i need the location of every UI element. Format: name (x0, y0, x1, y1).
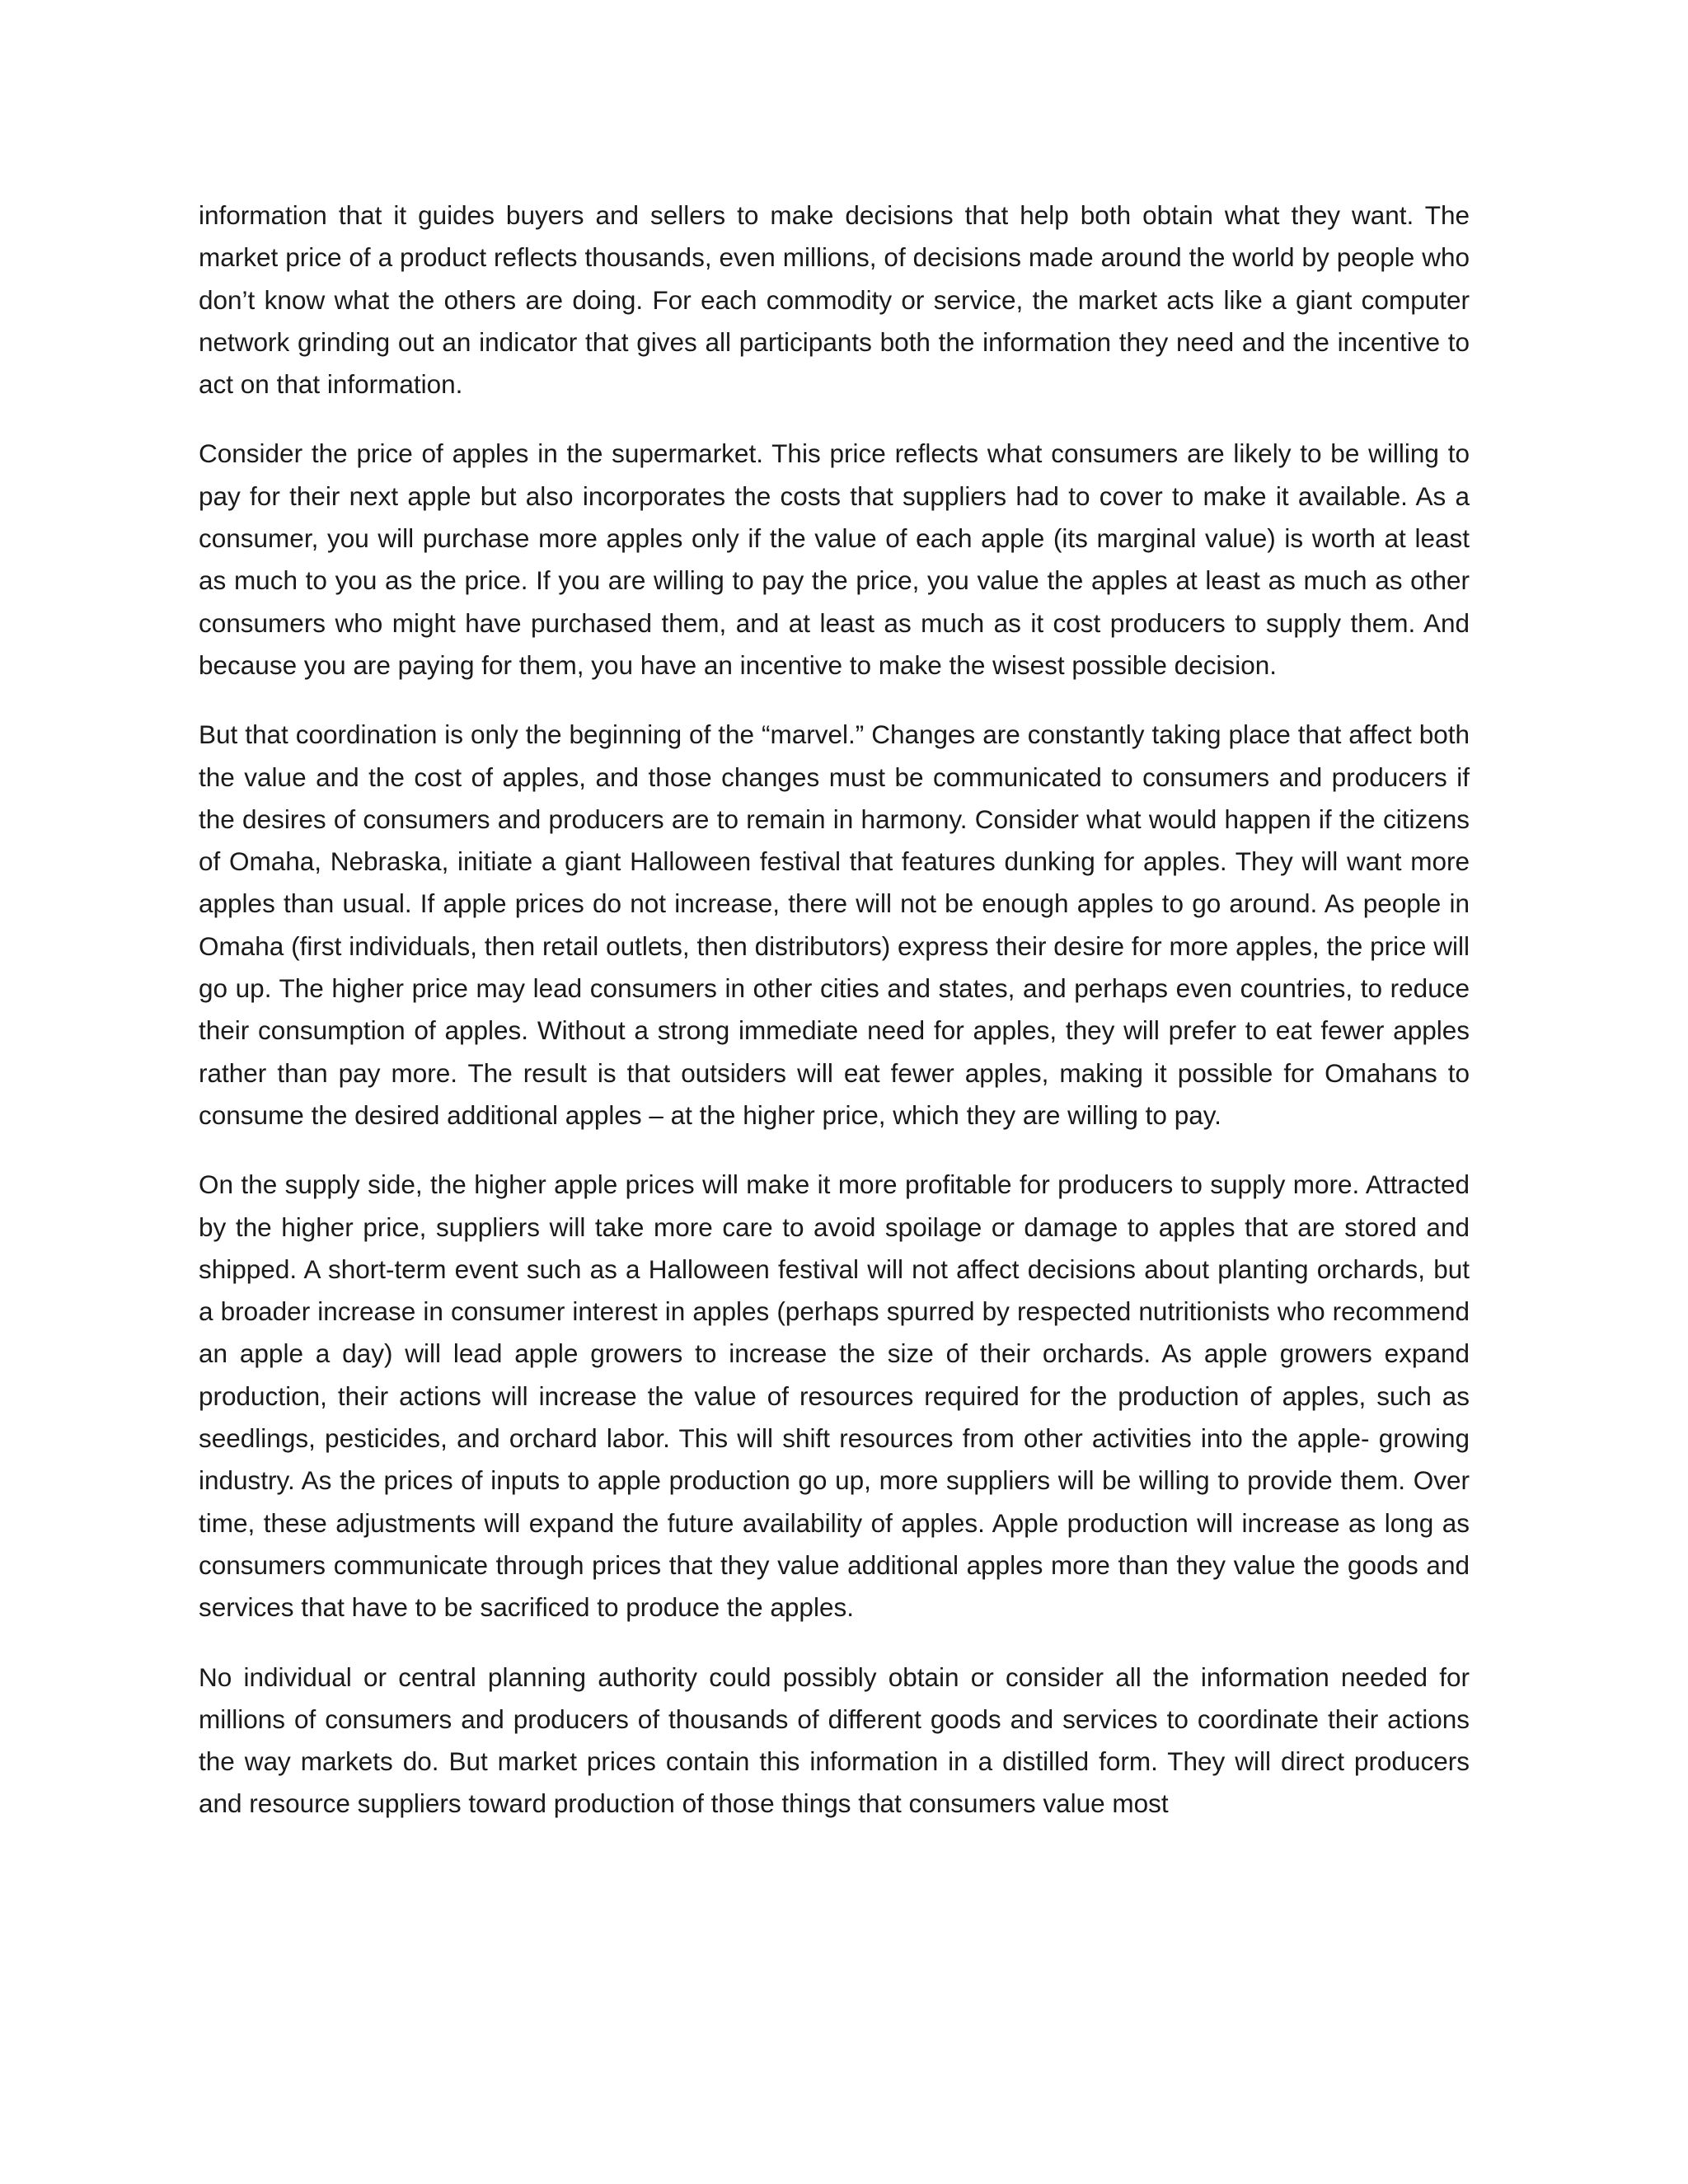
paragraph-4: On the supply side, the higher apple prices will make it more profitable for producers to supply more. Attracted by the higher price, suppliers will take more care to avoid spoilage or damage to apples that are stored and shipped. A short-term event such as a Halloween festival will not affect decisions about planting orchards, but a broader increase in consumer interest in apples (perhaps spurred by respected nutritionists who recommend an apple a day) will lead apple growers to increase the size of their orchards. As apple growers expand production, their actions will increase the value of resources required for the production of apples, such as seedlings, pesticides, and orchard labor. This will shift resources from other activities into the apple- growing industry. As the prices of inputs to apple production go up, more suppliers will be willing to provide them. Over time, these adjustments will expand the future availability of apples. Apple production will increase as long as consumers communicate through prices that they value additional apples more than they value the goods and services that have to be sacrificed to produce the apples. (199, 1169, 1470, 1623)
document-body (199, 194, 1470, 1825)
paragraph-3: But that coordination is only the beginning of the “marvel.” Changes are constantly taking place that affect both the value and the cost of apples, and those changes must be communicated to consumers and producers if the desires of consumers and producers are to remain in harmony. Consider what would happen if the citizens of Omaha, Nebraska, initiate a giant Halloween festival that features dunking for apples. They will want more apples than usual. If apple prices do not increase, there will not be enough apples to go around. As people in Omaha (first individuals, then retail outlets, then distributors) express their desire for more apples, the price will go up. The higher price may lead consumers in other cities and states, and perhaps even countries, to reduce their consumption of apples. Without a strong immediate need for apples, they will prefer to eat fewer apples rather than pay more. The result is that outsiders will eat fewer apples, making it possible for Omahans to consume the desired additional apples – at the higher price, which they are willing to pay. (199, 719, 1470, 1130)
paragraph-2: Consider the price of apples in the supermarket. This price reflects what consumers are likely to be willing to pay for their next apple but also incorporates the costs that suppliers had to cover to make it available. As a consumer, you will purchase more apples only if the value of each apple (its marginal value) is worth at least as much to you as the price. If you are willing to pay the price, you value the apples at least as much as other consumers who might have purchased them, and at least as much as it cost producers to supply them. And because you are paying for them, you have an incentive to make the wisest possible decision. (199, 438, 1470, 680)
paragraph-5: No individual or central planning authority could possibly obtain or consider all the information needed for millions of consumers and producers of thousands of different goods and services to coordinate their actions the way markets do. But market prices contain this information in a distilled form. They will direct producers and resource suppliers toward production of those things that consumers value most (199, 1661, 1470, 1819)
paragraph-1: information that it guides buyers and sellers to make decisions that help both obtain what they want. The market price of a product reflects thousands, even millions, of decisions made around the world by people who don’t know what the others are doing. For each commodity or service, the market acts like a giant computer network grinding out an indicator that gives all participants both the information they need and the incentive to act on that information. (199, 200, 1470, 400)
